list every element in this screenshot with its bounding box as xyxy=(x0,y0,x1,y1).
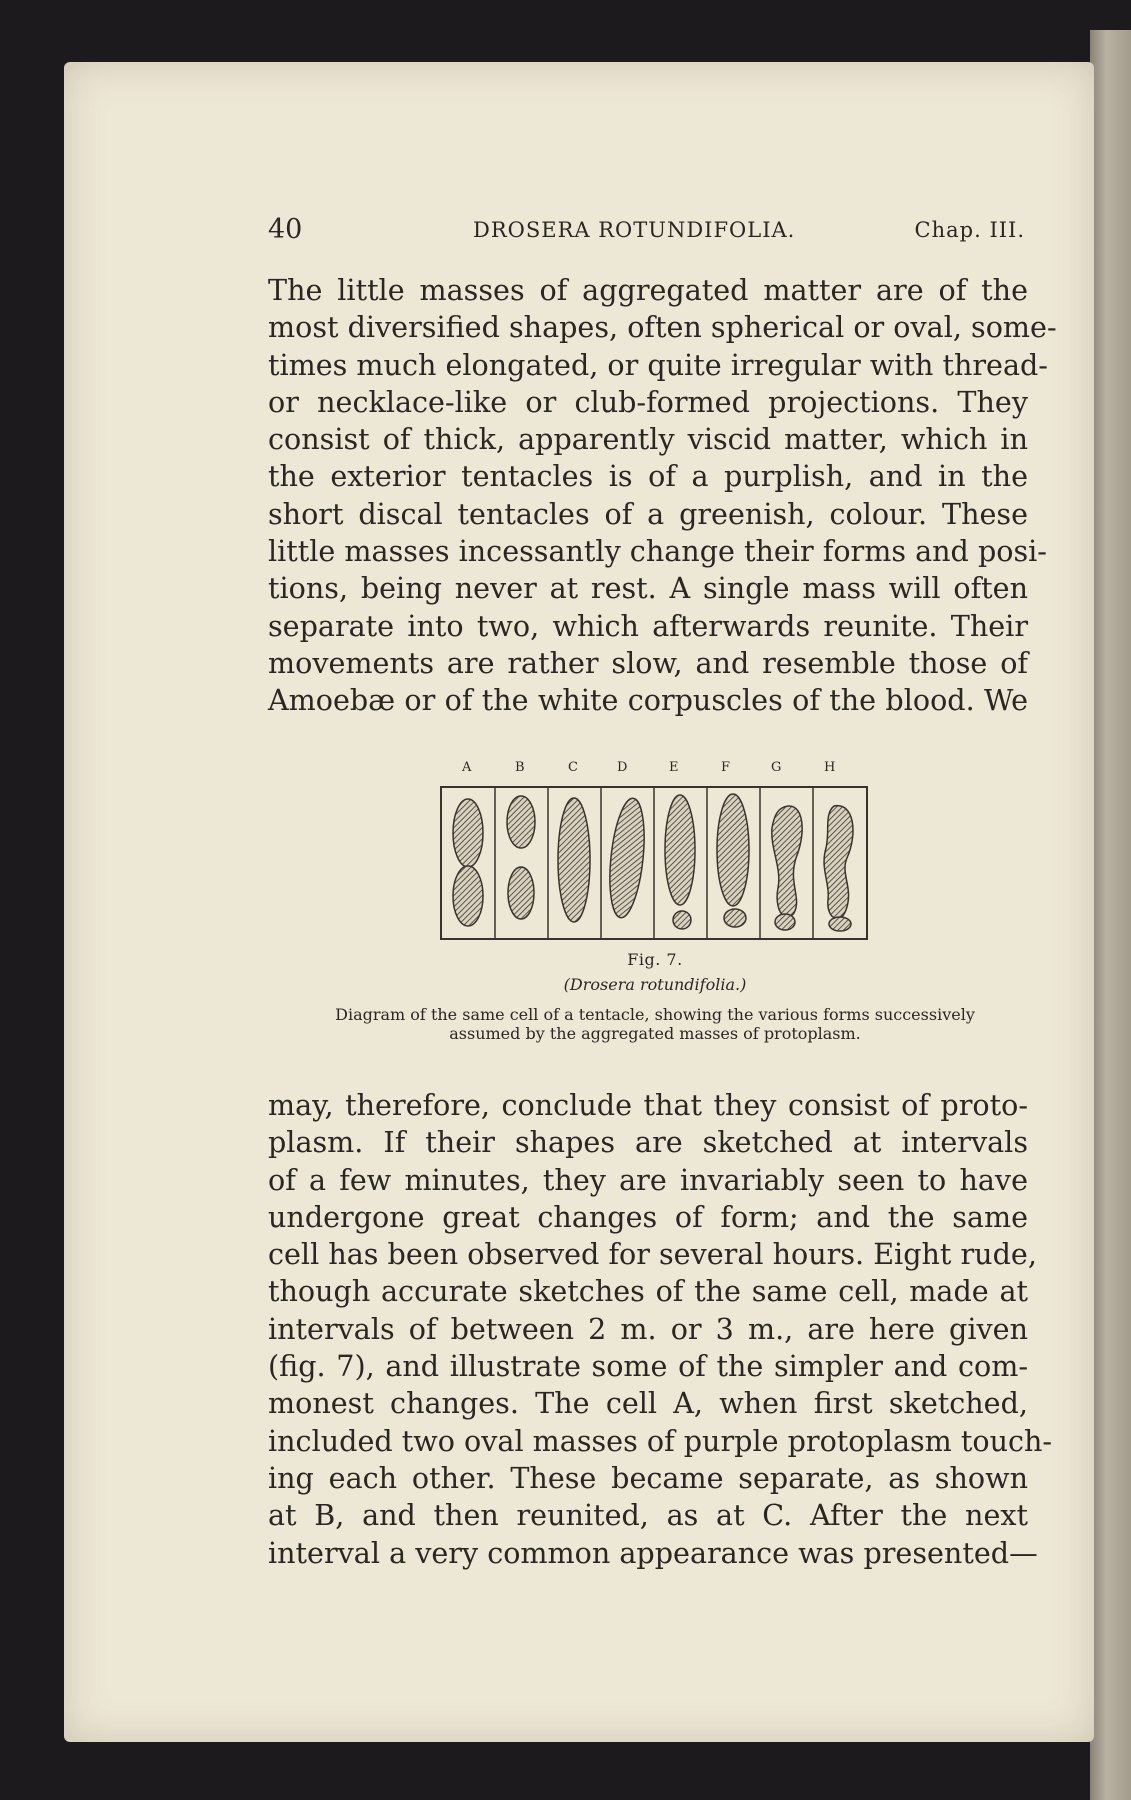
text-line: at B, and then reunited, as at C. After the next xyxy=(268,1498,1028,1533)
text-line: monest changes. The cell A, when first sketched, xyxy=(268,1386,1028,1421)
figure-species: (Drosera rotundifolia.) xyxy=(563,975,747,994)
panel-label-c: C xyxy=(568,760,578,775)
text-line: plasm. If their shapes are sketched at intervals xyxy=(268,1125,1028,1160)
running-title: DROSERA ROTUNDIFOLIA. xyxy=(473,218,796,242)
text-line: undergone great changes of form; and the same xyxy=(268,1199,1028,1234)
text-line: may, therefore, conclude that they consist of proto- xyxy=(268,1088,1028,1122)
text-line: consist of thick, apparently viscid matter, which in xyxy=(268,422,1028,457)
running-header xyxy=(268,214,1025,244)
paragraph-bottom xyxy=(268,1087,1053,1572)
page-number: 40 xyxy=(268,214,303,245)
text-line: most diversified shapes, often spherical or oval, some- xyxy=(268,310,1057,345)
caption-line: assumed by the aggregated masses of protoplasm. xyxy=(449,1024,861,1043)
paragraph-top xyxy=(268,272,1057,720)
text-line: separate into two, which afterwards reunite. Their xyxy=(268,608,1028,643)
chapter-label: Chap. III. xyxy=(914,218,1025,242)
text-line: The little masses of aggregated matter are of the xyxy=(268,273,1028,307)
figure-number: Fig. 7. xyxy=(627,950,683,969)
text-line: tions, being never at rest. A single mass will often xyxy=(268,571,1028,606)
text-line: Amoebæ or of the white corpuscles of the blood. We xyxy=(268,683,1028,718)
text-line: included two oval masses of purple protoplasm touch- xyxy=(268,1423,1053,1458)
text-line: or necklace-like or club-formed projections. They xyxy=(268,384,1028,419)
cell-diagram-illustration xyxy=(442,788,866,938)
text-line: times much elongated, or quite irregular with thread- xyxy=(268,347,1048,382)
panel-label-h: H xyxy=(824,760,836,775)
text-line: of a few minutes, they are invariably seen to have xyxy=(268,1162,1028,1197)
panel-label-f: F xyxy=(721,760,731,775)
adjacent-page-edge xyxy=(1090,30,1131,1800)
panel-label-d: D xyxy=(617,760,628,775)
text-line: (fig. 7), and illustrate some of the simpler and com- xyxy=(268,1349,1028,1384)
text-line: the exterior tentacles is of a purplish, and in the xyxy=(268,459,1028,494)
text-line: though accurate sketches of the same cell, made at xyxy=(268,1274,1028,1309)
text-line: intervals of between 2 m. or 3 m., are here given xyxy=(268,1311,1028,1346)
text-line: short discal tentacles of a greenish, colour. These xyxy=(268,496,1028,531)
cell-diagram-figure xyxy=(440,786,868,940)
panel-label-g: G xyxy=(771,760,782,775)
figure-caption xyxy=(300,1005,1010,1043)
panel-label-b: B xyxy=(515,760,525,775)
caption-line: Diagram of the same cell of a tentacle, showing the various forms successively xyxy=(335,1005,975,1024)
panel-label-a: A xyxy=(462,760,472,775)
panel-label-e: E xyxy=(669,760,679,775)
text-line: interval a very common appearance was presented— xyxy=(268,1535,1038,1570)
text-line: movements are rather slow, and resemble those of xyxy=(268,645,1028,680)
figure-panel-labels xyxy=(440,760,864,780)
text-line: cell has been observed for several hours. Eight rude, xyxy=(268,1237,1037,1272)
text-line: ing each other. These became separate, as shown xyxy=(268,1460,1028,1495)
text-line: little masses incessantly change their forms and posi- xyxy=(268,534,1047,569)
